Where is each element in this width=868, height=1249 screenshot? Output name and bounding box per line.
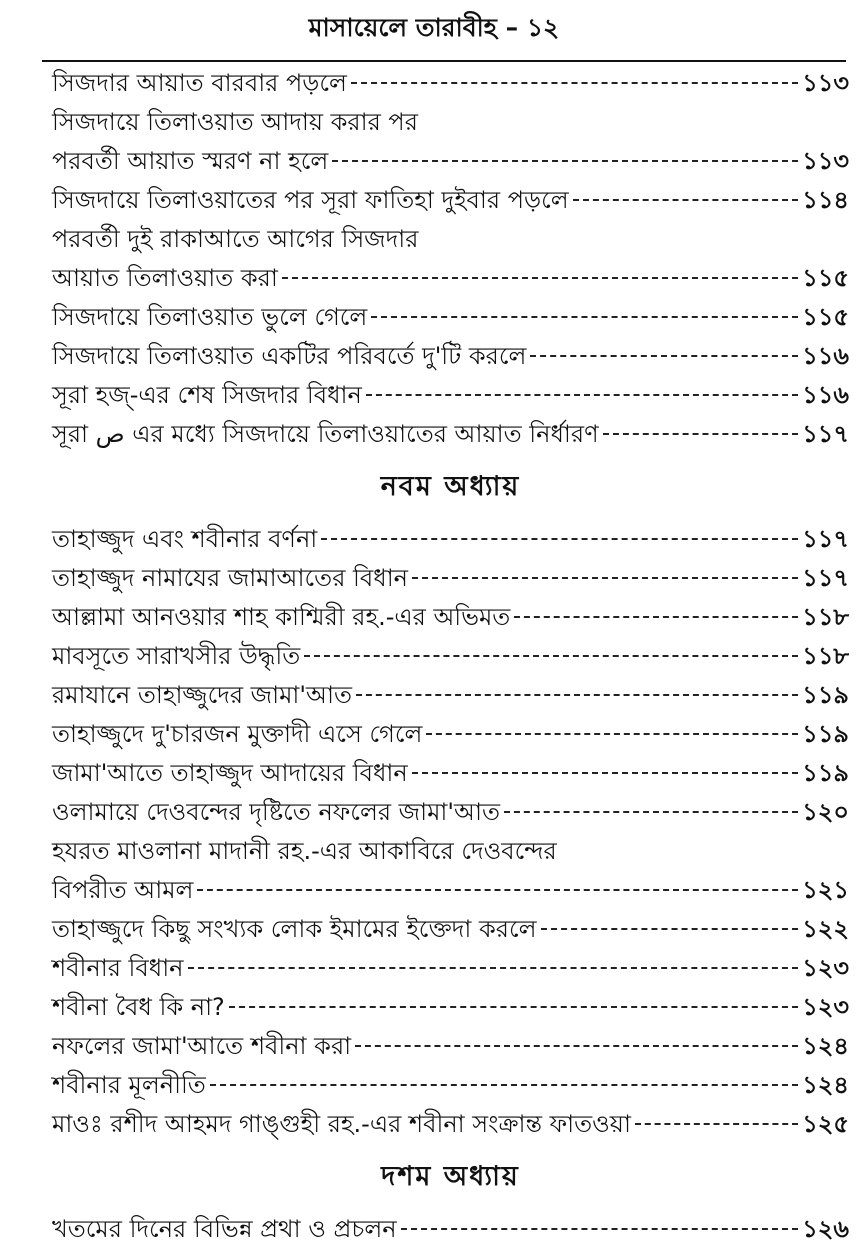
toc-entry bbox=[52, 871, 849, 910]
toc-entry-title: তাহাজ্জুদ এবং শবীনার বর্ণনা bbox=[52, 525, 318, 553]
toc-entry-title: জামা'আতে তাহাজ্জুদ আদায়ের বিধান bbox=[52, 759, 408, 787]
toc-entry-title: আল্লামা আনওয়ার শাহ কাশ্মিরী রহ.-এর অভিমত bbox=[52, 603, 511, 631]
toc-entry-page-number: ১২১ bbox=[802, 876, 849, 904]
toc-entry bbox=[52, 64, 849, 103]
toc-entry-title: নফলের জামা'আতে শবীনা করা bbox=[52, 1032, 352, 1060]
dot-leader bbox=[210, 1084, 798, 1086]
toc-entry-page-number: ১১৬ bbox=[802, 342, 849, 370]
toc-entry-page-number: ১২০ bbox=[802, 798, 849, 826]
toc-entry-page-number: ১২৫ bbox=[802, 1110, 849, 1138]
dot-leader bbox=[197, 889, 798, 891]
toc-entry-title: বিপরীত আমল bbox=[52, 876, 194, 904]
toc-entry bbox=[52, 988, 849, 1027]
toc-entry-title: সিজদায়ে তিলাওয়াত একটির পরিবর্তে দু'টি করলে bbox=[52, 342, 527, 370]
toc-entry bbox=[52, 1105, 849, 1144]
toc-entry-title: মাবসূতে সারাখসীর উদ্ধৃতি bbox=[52, 642, 301, 670]
toc-entry bbox=[52, 415, 849, 454]
toc-entry-page-number: ১১৬ bbox=[802, 381, 849, 409]
dot-leader bbox=[514, 616, 798, 618]
dot-leader bbox=[304, 655, 798, 657]
dot-leader bbox=[573, 199, 799, 201]
toc-entry-title: তাহাজ্জুদ নামাযের জামাআতের বিধান bbox=[52, 564, 408, 592]
chapter-heading: দশম অধ্যায় bbox=[381, 1161, 520, 1192]
toc-entry-page-number: ১২৬ bbox=[802, 1215, 849, 1243]
toc-entry bbox=[52, 793, 849, 832]
toc-entry-page-number: ১২৩ bbox=[802, 954, 849, 982]
toc-entry-title: খতমের দিনের বিভিন্ন প্রথা ও প্রচলন bbox=[52, 1215, 397, 1243]
toc-entry-title: সূরা ص এর মধ্যে সিজদায়ে তিলাওয়াতের আয়াত নির্ধারণ bbox=[52, 420, 599, 448]
toc-entry-title: সিজদার আয়াত বারবার পড়লে bbox=[52, 69, 347, 97]
dot-leader bbox=[321, 538, 798, 540]
toc-entry bbox=[52, 715, 849, 754]
toc-entry bbox=[52, 259, 849, 298]
toc-entry bbox=[52, 520, 849, 559]
toc-entry-title: হযরত মাওলানা মাদানী রহ.-এর আকাবিরে দেওবন্দের bbox=[52, 837, 557, 865]
toc-entry-page-number: ১১৭ bbox=[802, 525, 849, 553]
toc-entry-title: সিজদায়ে তিলাওয়াত আদায় করার পর bbox=[52, 108, 418, 136]
toc-entry-page-number: ১১৩ bbox=[802, 147, 849, 175]
toc-entry-page-number: ১১৭ bbox=[802, 564, 849, 592]
toc-entry bbox=[52, 103, 849, 142]
toc-entry bbox=[52, 220, 849, 259]
toc-entry bbox=[52, 298, 849, 337]
toc-entry bbox=[52, 1027, 849, 1066]
toc-entry-page-number: ১১৮ bbox=[802, 642, 849, 670]
chapter-heading: নবম অধ্যায় bbox=[380, 471, 521, 502]
toc-entry-title: মাওঃ রশীদ আহমদ গাঙ্গুহী রহ.-এর শবীনা সংক্রান্ত ফাতওয়া bbox=[52, 1110, 631, 1138]
dot-leader bbox=[412, 577, 798, 579]
toc-entry bbox=[52, 142, 849, 181]
toc-entry-page-number: ১১৫ bbox=[802, 264, 849, 292]
dot-leader bbox=[282, 277, 798, 279]
toc-entry bbox=[52, 1066, 849, 1105]
dot-leader bbox=[504, 811, 798, 813]
toc-entry-title: পরবর্তী আয়াত স্মরণ না হলে bbox=[52, 147, 329, 175]
toc-entry-page-number: ১২৪ bbox=[802, 1071, 849, 1099]
toc-entry-title: পরবর্তী দুই রাকাআতে আগের সিজদার bbox=[52, 225, 419, 253]
dot-leader bbox=[635, 1123, 798, 1125]
toc-entry-page-number: ১১৯ bbox=[802, 681, 849, 709]
dot-leader bbox=[229, 1006, 798, 1008]
dot-leader bbox=[401, 1228, 799, 1230]
toc-entry-title: সিজদায়ে তিলাওয়াত ভুলে গেলে bbox=[52, 303, 368, 331]
dot-leader bbox=[356, 694, 798, 696]
toc-entry-title: রমাযানে তাহাজ্জুদের জামা'আত bbox=[52, 681, 352, 709]
toc-entry bbox=[52, 559, 849, 598]
toc-entry-page-number: ১২২ bbox=[802, 915, 849, 943]
toc-entry-title: সূরা হজ্-এর শেষ সিজদার বিধান bbox=[52, 381, 362, 409]
toc-entry-page-number: ১২৪ bbox=[802, 1032, 849, 1060]
toc-entry-page-number: ১২৩ bbox=[802, 993, 849, 1021]
dot-leader bbox=[188, 967, 799, 969]
toc-entry-title: শবীনার বিধান bbox=[52, 954, 184, 982]
toc-entry-page-number: ১১৯ bbox=[802, 759, 849, 787]
toc-entry bbox=[52, 832, 849, 871]
toc-entry-title: তাহাজ্জুদে দু'চারজন মুক্তাদী এসে গেলে bbox=[52, 720, 423, 748]
toc-entry-title: শবীনার মূলনীতি bbox=[52, 1071, 206, 1099]
toc-entry-title: শবীনা বৈধ কি না? bbox=[52, 993, 225, 1021]
toc-entry-page-number: ১১৫ bbox=[802, 303, 849, 331]
toc-entry-title: সিজদায়ে তিলাওয়াতের পর সূরা ফাতিহা দুইবার পড়লে bbox=[52, 186, 569, 214]
toc-entry bbox=[52, 337, 849, 376]
dot-leader bbox=[332, 160, 798, 162]
toc-entry-page-number: ১১৭ bbox=[802, 420, 849, 448]
toc-entry bbox=[52, 598, 849, 637]
toc-entry bbox=[52, 676, 849, 715]
dot-leader bbox=[530, 355, 798, 357]
dot-leader bbox=[541, 928, 799, 930]
dot-leader bbox=[426, 733, 798, 735]
toc-entry bbox=[52, 637, 849, 676]
dot-leader bbox=[603, 433, 799, 435]
toc-entry-title: ওলামায়ে দেওবন্দের দৃষ্টিতে নফলের জামা'আত bbox=[52, 798, 500, 826]
header-rule bbox=[42, 60, 846, 62]
toc-entry-page-number: ১১৯ bbox=[802, 720, 849, 748]
toc-entry-page-number: ১১৪ bbox=[802, 186, 849, 214]
toc-entry bbox=[52, 1210, 849, 1249]
dot-leader bbox=[366, 394, 798, 396]
toc-entry-title: আয়াত তিলাওয়াত করা bbox=[52, 264, 278, 292]
toc-entry-page-number: ১১৮ bbox=[802, 603, 849, 631]
dot-leader bbox=[355, 1045, 798, 1047]
dot-leader bbox=[351, 82, 798, 84]
toc-entry bbox=[52, 949, 849, 988]
running-head: মাসায়েলে তারাবীহ – ১২ bbox=[308, 13, 560, 42]
toc-entry bbox=[52, 754, 849, 793]
toc-entry bbox=[52, 910, 849, 949]
dot-leader bbox=[412, 772, 799, 774]
toc-entry-page-number: ১১৩ bbox=[802, 69, 849, 97]
table-of-contents bbox=[52, 64, 849, 1249]
dot-leader bbox=[371, 316, 798, 318]
toc-entry bbox=[52, 376, 849, 415]
toc-entry-title: তাহাজ্জুদে কিছু সংখ্যক লোক ইমামের ইক্তেদা করলে bbox=[52, 915, 537, 943]
toc-entry bbox=[52, 181, 849, 220]
